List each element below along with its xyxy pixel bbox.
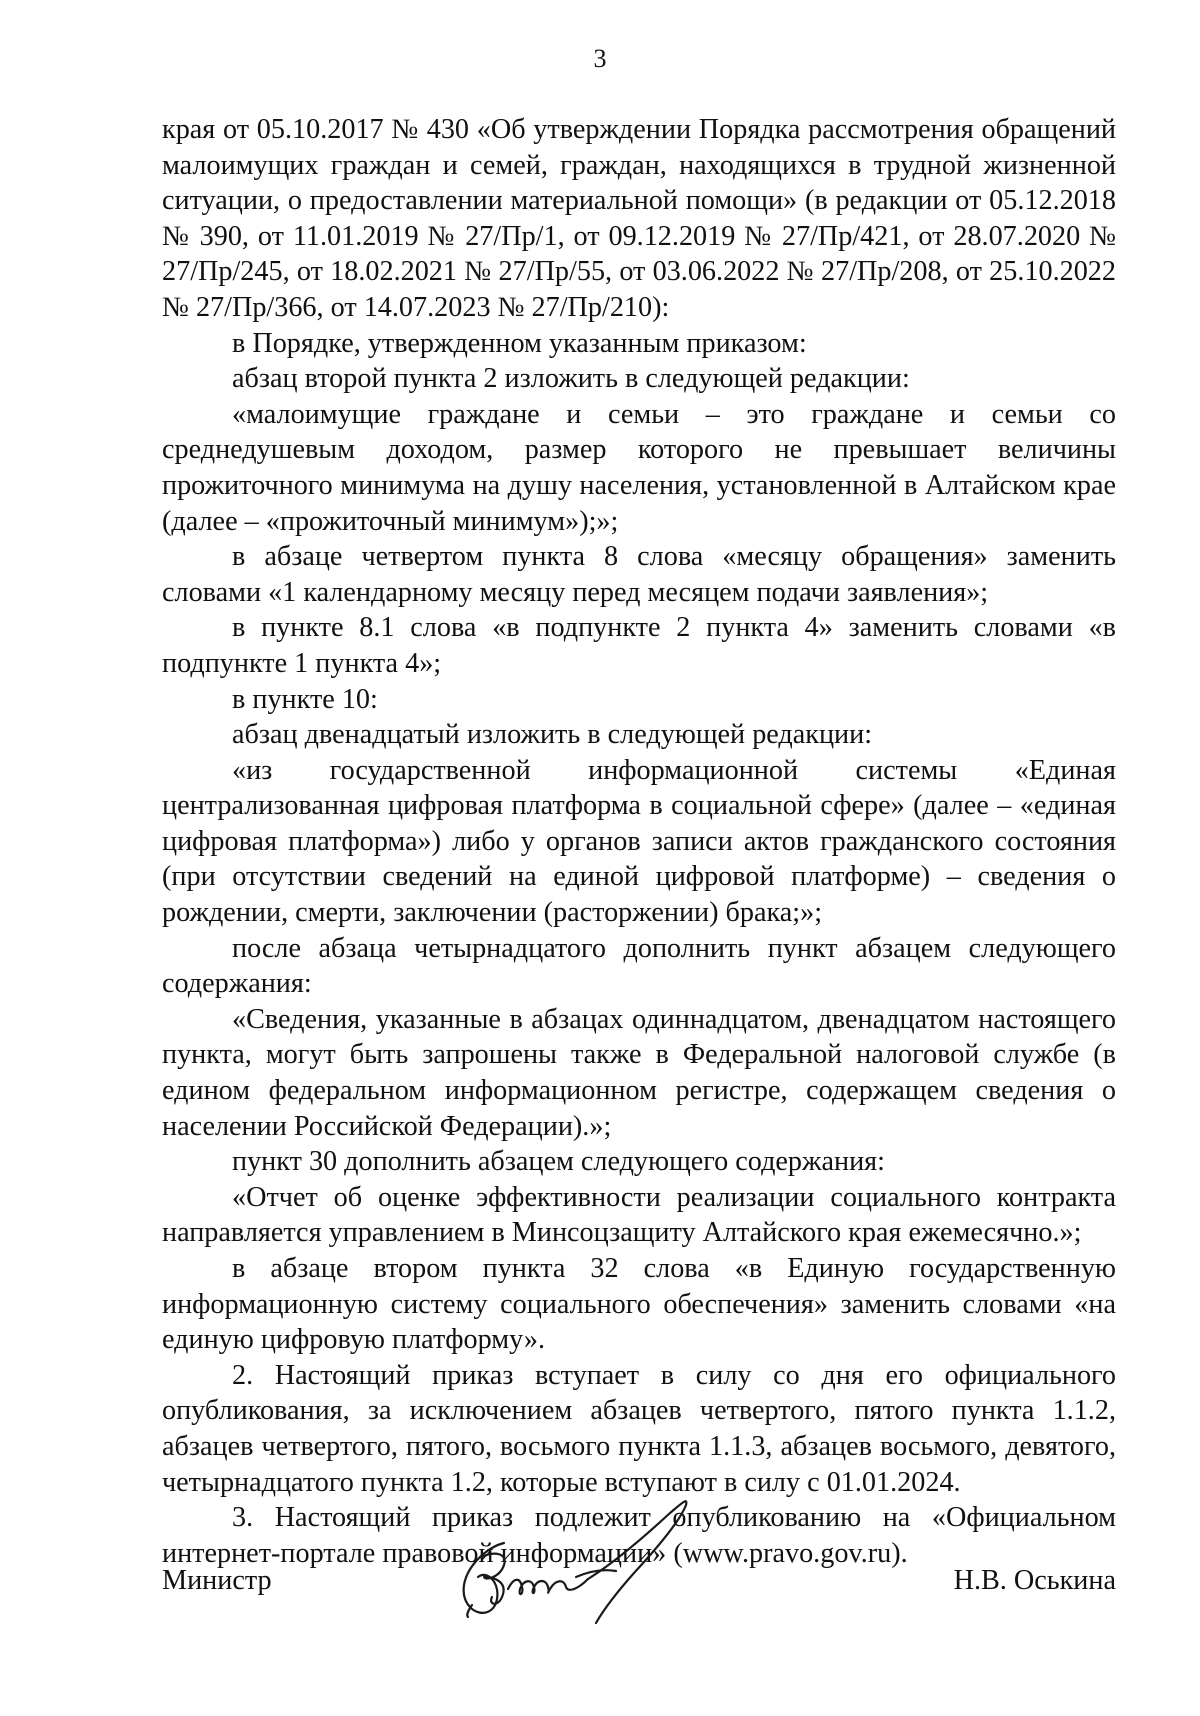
document-body (162, 112, 1116, 1571)
paragraph-amended-order-reference: края от 05.10.2017 № 430 «Об утверждении Порядка рассмотрения обращений малоимущих граждан и семей, граждан, находящихся в трудной жизненной ситуации, о предоставлении материальной помощи» (в редакции от 05.12.2018 № 390, от 11.01.2019 № 27/Пр/1, от 09.12.2019 № 27/Пр/421, от 28.07.2020 № 27/Пр/245, от 18.02.2021 № 27/Пр/55, от 03.06.2022 № 27/Пр/208, от 25.10.2022 № 27/Пр/366, от 14.07.2023 № 27/Пр/210): (162, 114, 1116, 323)
paragraph-digital-platform-text: «из государственной информационной системы «Единая централизованная цифровая платформа в социальной сфере» (далее – «единая цифровая платформа») либо у органов записи актов гражданского состояния (при отсутствии сведений на единой цифровой платформе) – сведения о рождении, смерти, заключении (расторжении) брака;»; (162, 754, 1116, 929)
paragraph-item-30-addition: пункт 30 дополнить абзацем следующего содержания: (232, 1146, 885, 1178)
paragraph-item-8-1-change: в пункте 8.1 слова «в подпункте 2 пункта 4» заменить словами «в подпункте 1 пункта 4»; (162, 612, 1116, 679)
signer-name: Н.В. Оськина (953, 1565, 1116, 1596)
paragraph-tax-service-text: «Сведения, указанные в абзацах одиннадцатом, двенадцатом настоящего пункта, могут быть запрошены также в Федеральной налоговой службе (в едином федеральном информационном регистре, содержащем сведения о населении Российской Федерации).»; (162, 1003, 1116, 1142)
paragraph-item-10-addition: после абзаца четырнадцатого дополнить пункт абзацем следующего содержания: (162, 932, 1116, 1000)
paragraph-report-text: «Отчет об оценке эффективности реализации социального контракта направляется управлением в Минсоцзащиту Алтайского края ежемесячно.»; (162, 1181, 1116, 1249)
signature-block (162, 1515, 1116, 1665)
paragraph-item-8-change: в абзаце четвертом пункта 8 слова «месяцу обращения» заменить словами «1 календарному месяцу перед месяцем подачи заявления»; (162, 541, 1116, 608)
paragraph-low-income-definition: «малоимущие граждане и семьи – это граждане и семьи со среднедушевым доходом, размер которого не превышает величины прожиточного минимума на душу населения, установленной в Алтайском крае (далее – «прожиточный минимум»);»; (162, 398, 1116, 537)
paragraph-effective-date: 2. Настоящий приказ вступает в силу со дня его официального опубликования, за исключением абзацев четвертого, пятого пункта 1.1.2, абзацев четвертого, пятого, восьмого пункта 1.1.3, абзацев восьмого, девятого, четырнадцатого пункта 1.2, которые вступают в силу с 01.01.2024. (162, 1359, 1116, 1498)
paragraph-item-10-heading: в пункте 10: (232, 683, 378, 715)
paragraph-item-10-instruction: абзац двенадцатый изложить в следующей редакции: (232, 719, 873, 751)
paragraph-item-32-change: в абзаце втором пункта 32 слова «в Единую государственную информационную систему социального обеспечения» заменить словами «на единую цифровую платформу». (162, 1253, 1116, 1356)
paragraph-item-2-instruction: абзац второй пункта 2 изложить в следующей редакции: (232, 363, 910, 395)
paragraph-publication: 3. Настоящий приказ подлежит опубликованию на «Официальном интернет-портале правовой информации» (www.pravo.gov.ru). (162, 1502, 1116, 1569)
signer-position: Министр (162, 1565, 272, 1596)
handwritten-signature (438, 1485, 738, 1635)
paragraph-procedure-intro: в Порядке, утвержденном указанным приказом: (232, 327, 807, 359)
page-number: 3 (593, 44, 607, 73)
